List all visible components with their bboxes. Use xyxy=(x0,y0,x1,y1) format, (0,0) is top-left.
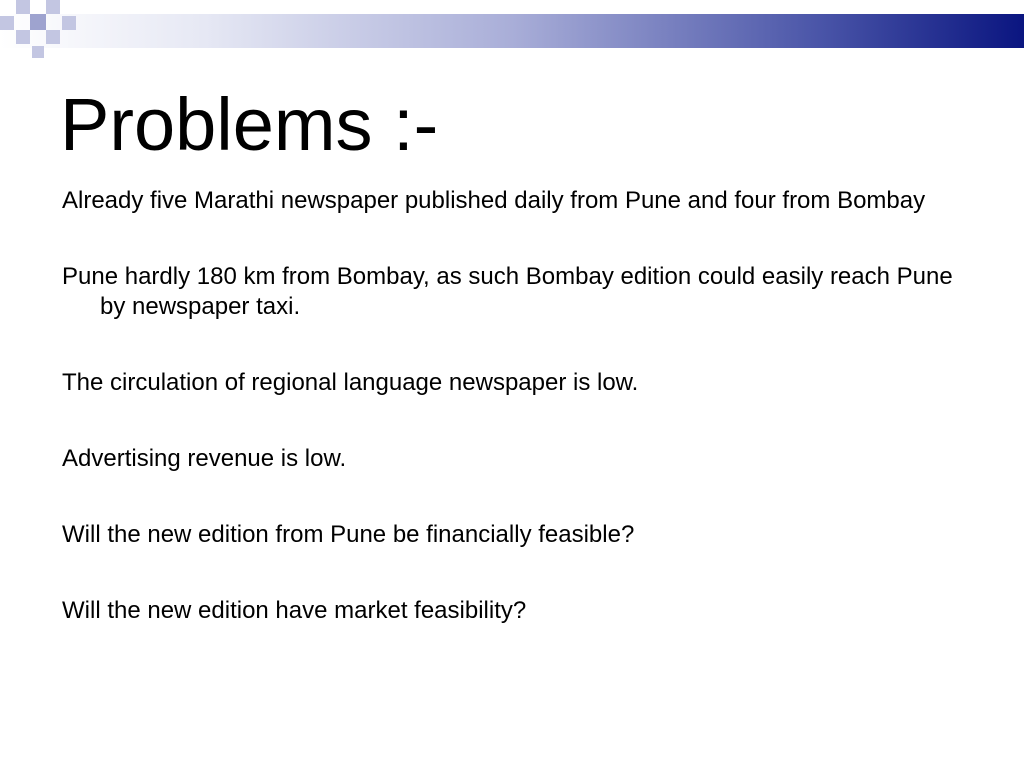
square xyxy=(30,14,46,30)
header-gradient-bar xyxy=(0,14,1024,48)
bullet-point: Already five Marathi newspaper published daily from Pune and four from Bombay xyxy=(62,187,926,214)
square xyxy=(46,0,60,14)
square xyxy=(62,16,76,30)
bullet-point: Advertising revenue is low. xyxy=(62,445,347,472)
square xyxy=(0,16,14,30)
bullet-point: Will the new edition from Pune be financially feasible? xyxy=(62,521,635,548)
slide-title: Problems :- xyxy=(60,83,439,166)
decorative-squares xyxy=(0,0,80,64)
bullet-list xyxy=(62,186,962,626)
bullet-point: The circulation of regional language newspaper is low. xyxy=(62,369,639,396)
square xyxy=(32,46,44,58)
bullet-point: Will the new edition have market feasibility? xyxy=(62,597,527,624)
bullet-point: Pune hardly 180 km from Bombay, as such Bombay edition could easily reach Pune by newspaper taxi. xyxy=(62,263,953,320)
square xyxy=(46,30,60,44)
square xyxy=(16,0,30,14)
square xyxy=(16,30,30,44)
